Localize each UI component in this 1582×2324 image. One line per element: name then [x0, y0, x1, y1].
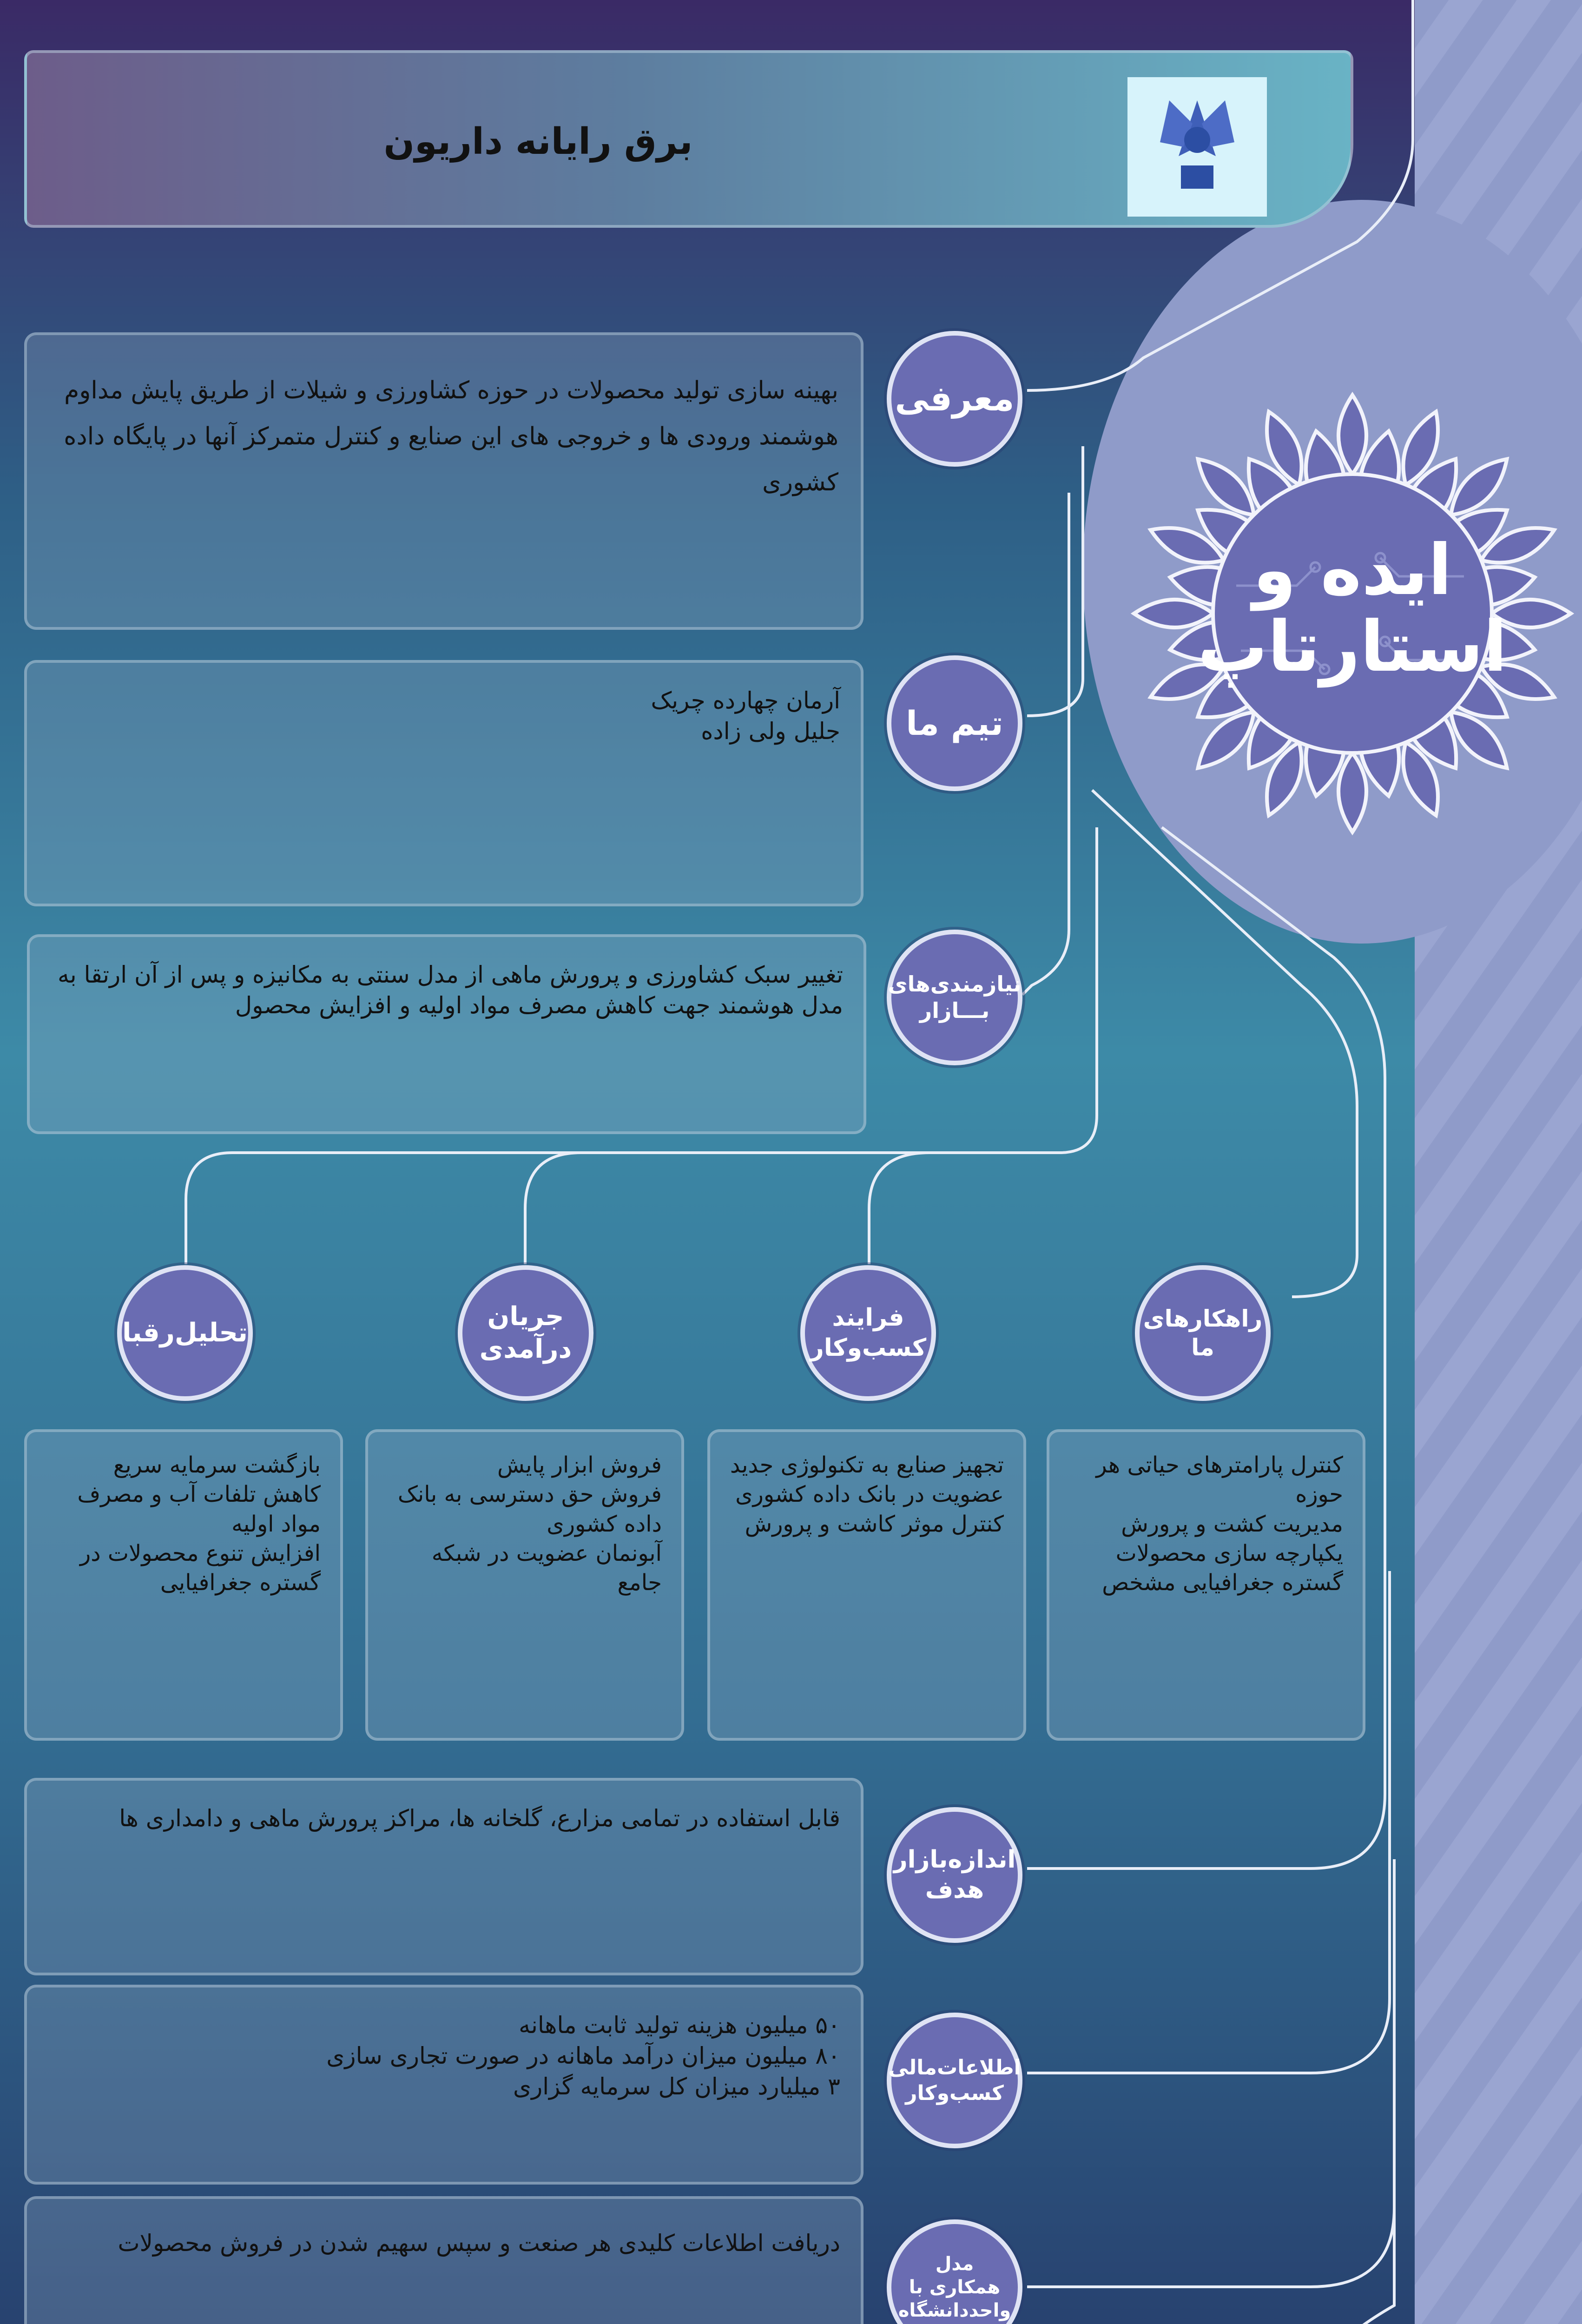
financial-bubble: اطلاعات‌مالی کسب‌وکار — [887, 2013, 1022, 2148]
financial-box: ۵۰ میلیون هزینه تولید ثابت ماهانه ۸۰ میلیون میزان درآمد ماهانه در صورت تجاری سازی ۳ میلیارد میزان کل سرمایه گزاری — [24, 1985, 864, 2185]
business-process-box: تجهیز صنایع به تکنولوژی جدید عضویت در بانک داده کشوری کنترل موثر کاشت و پرورش — [707, 1429, 1026, 1741]
business-process-bubble: فرایند کسب‌وکار — [800, 1265, 936, 1401]
intro-box: بهینه سازی تولید محصولات در حوزه کشاورزی و شیلات از طریق پایش مداوم هوشمند ورودی ها و خروجی های این صنایع و کنترل متمرکز آنها در پایگاه داده کشوری — [24, 332, 864, 630]
page-title: برق رایانه داریون — [383, 121, 693, 163]
team-box: آرمان چهارده چریک جلیل ولی زاده — [24, 660, 864, 906]
competitors-bubble: تحلیل‌رقبا — [117, 1265, 253, 1401]
cooperation-bubble: مدل همکاری با واحد‌دانشگاه — [887, 2219, 1022, 2324]
intro-bubble: معرفی — [887, 331, 1022, 467]
solutions-bubble: راهکارهای ما — [1135, 1265, 1271, 1401]
competitors-box: بازگشت سرمایه سریع کاهش تلفات آب و مصرف مواد اولیه افزایش تنوع محصولات در گستره جغرافیایی — [24, 1429, 343, 1741]
team-bubble: تیم ما — [887, 655, 1022, 791]
revenue-box: فروش ابزار پایش فروش حق دسترسی به بانک داده کشوری آبونمان عضویت در شبکه جامع — [365, 1429, 684, 1741]
revenue-bubble: جریان درآمدی — [458, 1265, 593, 1401]
university-emblem-icon — [1127, 77, 1267, 217]
hero-title: ایده و استارتاپ — [1197, 530, 1508, 687]
cooperation-box: دریافت اطلاعات کلیدی هر صنعت و سپس سهیم شدن در فروش محصولات — [24, 2196, 864, 2324]
header-bar — [24, 50, 1353, 228]
solutions-box: کنترل پارامترهای حیاتی هر حوزه مدیریت کشت و پرورش یکپارچه سازی محصولات گستره جغرافیایی مشخص — [1047, 1429, 1365, 1741]
market-needs-bubble: نیازمندی‌های بـــازار — [887, 930, 1022, 1065]
target-market-bubble: اندازه‌بازار هدف — [887, 1807, 1022, 1943]
target-market-box: قابل استفاده در تمامی مزارع، گلخانه ها، مراکز پرورش ماهی و دامداری ها — [24, 1778, 864, 1975]
market-needs-box: تغییر سبک کشاورزی و پرورش ماهی از مدل سنتی به مکانیزه و پس از آن ارتقا به مدل هوشمند جهت کاهش مصرف مواد اولیه و افزایش محصول — [27, 934, 866, 1134]
